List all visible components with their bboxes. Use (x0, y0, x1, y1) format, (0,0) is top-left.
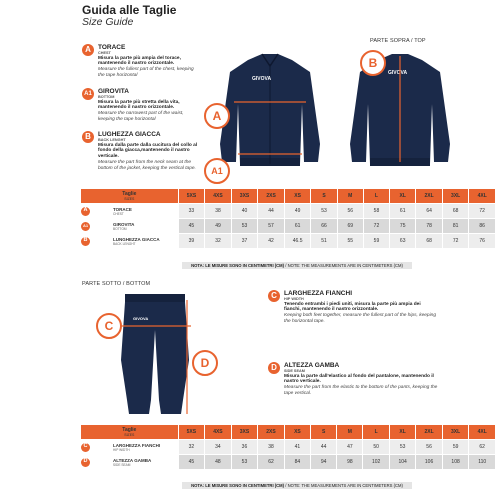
table-cell: 48 (205, 455, 231, 469)
table-cell: 32 (179, 440, 205, 454)
measure-c-en: Keeping both feet together, measure the fullest part of the hips, keeping the horizontal tape. (284, 313, 437, 324)
bottom-size-table (80, 424, 496, 470)
table-cell: 68 (416, 234, 442, 248)
size-col: 4XL (469, 425, 495, 439)
measure-a1-en: Measure the narrowest part of the waist, keeping the tape horizontal (98, 111, 184, 122)
image-badge-b: B (360, 50, 386, 76)
table-row: A TORACE CHEST 33 38 40 44 49 53 56 58 61 64 68 72 (81, 204, 495, 218)
table-cell: 61 (285, 219, 311, 233)
table-row: B LUNGHEZZA GIACCA BACK LENGHT 39 32 37 42 46.5 51 55 59 63 68 72 76 (81, 234, 495, 248)
measure-a (82, 44, 200, 79)
table-cell: 102 (363, 455, 388, 469)
size-col: 2XS (258, 425, 284, 439)
table-cell: 106 (416, 455, 442, 469)
table-cell: 32 (205, 234, 231, 248)
size-col: M (337, 425, 362, 439)
table-cell: 37 (232, 234, 258, 248)
measure-a1-sub: BOTTOM (98, 95, 115, 99)
table-cell: 53 (390, 440, 415, 454)
table-cell: 44 (258, 204, 284, 218)
top-size-table (80, 188, 496, 249)
table-cell: 59 (364, 234, 389, 248)
table-cell: 49 (285, 204, 311, 218)
jacket-front (220, 54, 320, 166)
table-cell: 39 (179, 234, 205, 248)
badge-a1: A1 (82, 88, 94, 100)
badge-b: B (82, 131, 94, 143)
size-col: L (364, 189, 389, 203)
measure-b (82, 131, 200, 171)
row-label: LARGHEZZA FIANCHI (113, 442, 161, 448)
row-badge: A1 (81, 222, 90, 231)
size-col: 3XS (232, 425, 258, 439)
top-note: NOTA: LE MISURE SONO IN CENTIMETRI (CM) / NOTE: THE MEASUREMENTS ARE IN CENTIMETERS (CM) (182, 262, 412, 269)
size-col: 3XS (232, 189, 258, 203)
table-cell: 69 (338, 219, 363, 233)
size-col: 3XL (443, 189, 469, 203)
measure-c-it: Tenendo entrambi i piedi uniti, misura la parte più ampia dei fianchi, mantenendo il nastro orizzontale. (284, 301, 421, 313)
size-col: L (363, 425, 388, 439)
table-cell: 110 (469, 455, 495, 469)
table-cell: 61 (390, 204, 415, 218)
table-cell: 46.5 (285, 234, 311, 248)
badge-c: C (268, 290, 280, 302)
measure-a-sub: CHEST (98, 51, 111, 55)
measure-a-en: Measure the fullest part of the chest, keeping the tape horizontal (98, 67, 194, 78)
table-cell: 84 (285, 455, 310, 469)
table-cell: 81 (443, 219, 469, 233)
row-label: ALTEZZA GAMBA (113, 457, 152, 463)
page-title: Guida alle Taglie (82, 3, 177, 17)
measure-b-en: Measure the part from the neck seam at the bottom of the jacket, keeping the vertical tape. (98, 159, 196, 171)
table-cell: 104 (390, 455, 415, 469)
brand-text-front: GIVOVA (252, 76, 272, 82)
size-col: 4XS (205, 189, 231, 203)
table-cell: 58 (364, 204, 389, 218)
table-cell: 33 (179, 204, 205, 218)
badge-d: D (268, 362, 280, 374)
image-badge-a: A (204, 103, 230, 129)
measure-a-title: TORACE (98, 44, 126, 51)
table-cell: 45 (179, 455, 205, 469)
table-cell: 63 (390, 234, 415, 248)
size-col: S (311, 189, 336, 203)
row-badge: A (81, 207, 90, 216)
table-row: C LARGHEZZA FIANCHI HIP WIDTH 32 34 36 38 41 44 47 50 53 56 59 62 (81, 440, 495, 454)
table-cell: 53 (232, 219, 258, 233)
size-col: 5XS (179, 425, 205, 439)
table-cell: 57 (258, 219, 284, 233)
table-cell: 45 (179, 219, 205, 233)
row-label: GIROVITA (113, 221, 135, 227)
measure-b-title: LUGHEZZA GIACCA (98, 131, 161, 138)
table-cell: 53 (232, 455, 258, 469)
size-col: 4XS (205, 425, 231, 439)
measure-b-sub: BACK LENGHT (98, 138, 126, 142)
table-cell: 36 (232, 440, 258, 454)
size-col: XS (285, 189, 311, 203)
row-badge: C (81, 443, 90, 452)
table-cell: 62 (258, 455, 284, 469)
table-cell: 38 (205, 204, 231, 218)
table-cell: 40 (232, 204, 258, 218)
bottom-section-label: PARTE SOTTO / BOTTOM (82, 281, 151, 287)
table-cell: 50 (363, 440, 388, 454)
measure-d-en: Measure the part from the elastic to the bottom of the pants, keeping the tape vertical. (284, 385, 438, 396)
table-cell: 56 (416, 440, 442, 454)
measure-b-it: Misura dalla parte dalla cucitura del collo al fondo della giacca,mantenendo il nastro verticale. (98, 142, 198, 160)
table-cell: 55 (338, 234, 363, 248)
table-cell: 59 (443, 440, 469, 454)
size-header-label: Taglie SIZES (81, 425, 178, 439)
size-col: XS (285, 425, 310, 439)
pants-shape (121, 294, 189, 414)
size-header-label: Taglie SIZES (81, 189, 178, 203)
table-cell: 38 (258, 440, 284, 454)
table-cell: 68 (443, 204, 469, 218)
measure-a1 (82, 88, 200, 123)
table-cell: 76 (469, 234, 495, 248)
size-col: 4XL (469, 189, 495, 203)
size-col: S (311, 425, 336, 439)
table-row: A1 GIROVITA BOTTOM 45 49 53 57 61 66 69 72 75 78 81 86 (81, 219, 495, 233)
image-badge-a1: A1 (204, 158, 230, 184)
measure-d-it: Misura la parte dall'elastico al fondo del pantalone, mantenendo il nastro verticale. (284, 373, 434, 385)
image-badge-c: C (96, 313, 122, 339)
table-cell: 86 (469, 219, 495, 233)
bottom-note: NOTA: LE MISURE SONO IN CENTIMETRI (CM) / NOTE: THE MEASUREMENTS ARE IN CENTIMETERS (CM) (182, 482, 412, 489)
size-col: M (338, 189, 363, 203)
measure-c-title: LARGHEZZA FIANCHI (284, 290, 353, 297)
row-label: LUNGHEZZA GIACCA (113, 236, 160, 242)
page-subtitle: Size Guide (82, 16, 134, 28)
measure-a1-it: Misura la parte più stretta della vita, mantenendo il nastro orizzontale. (98, 99, 180, 111)
table-cell: 41 (285, 440, 310, 454)
measure-c-sub: HIP WIDTH (284, 297, 304, 301)
measure-d-title: ALTEZZA GAMBA (284, 362, 340, 369)
table-cell: 98 (337, 455, 362, 469)
row-label: TORACE (113, 206, 132, 212)
row-badge: D (81, 458, 90, 467)
jacket-illustration (200, 44, 490, 184)
table-cell: 75 (390, 219, 415, 233)
size-col: XL (390, 425, 415, 439)
table-cell: 78 (416, 219, 442, 233)
size-col: 2XS (258, 189, 284, 203)
badge-a: A (82, 44, 94, 56)
size-col: 2XL (416, 425, 442, 439)
brand-text-back: GIVOVA (388, 70, 408, 76)
measure-a1-title: GIROVITA (98, 88, 129, 95)
table-cell: 53 (311, 204, 336, 218)
table-cell: 108 (443, 455, 469, 469)
top-section-label: PARTE SOPRA / TOP (370, 38, 426, 44)
brand-text-pants: GIVOVA (133, 316, 149, 321)
table-cell: 34 (205, 440, 231, 454)
measure-d-sub: SIDE SEAM (284, 369, 305, 373)
table-cell: 62 (469, 440, 495, 454)
table-cell: 72 (443, 234, 469, 248)
table-cell: 66 (311, 219, 336, 233)
row-badge: B (81, 237, 90, 246)
measure-a-it: Misura la parte più ampia del torace, mantenendo il nastro orizzontale. (98, 55, 181, 67)
table-row: D ALTEZZA GAMBA SIDE SEAM 45 48 53 62 84 94 98 102 104 106 108 110 (81, 455, 495, 469)
table-cell: 56 (338, 204, 363, 218)
table-cell: 42 (258, 234, 284, 248)
size-col: XL (390, 189, 415, 203)
image-badge-d: D (192, 350, 218, 376)
table-cell: 47 (337, 440, 362, 454)
table-cell: 94 (311, 455, 336, 469)
table-cell: 51 (311, 234, 336, 248)
table-cell: 44 (311, 440, 336, 454)
size-col: 5XS (179, 189, 205, 203)
table-cell: 49 (205, 219, 231, 233)
measure-c (268, 290, 438, 325)
table-cell: 72 (364, 219, 389, 233)
table-cell: 64 (416, 204, 442, 218)
size-col: 2XL (416, 189, 442, 203)
measure-d (268, 362, 438, 397)
table-cell: 72 (469, 204, 495, 218)
size-col: 3XL (443, 425, 469, 439)
